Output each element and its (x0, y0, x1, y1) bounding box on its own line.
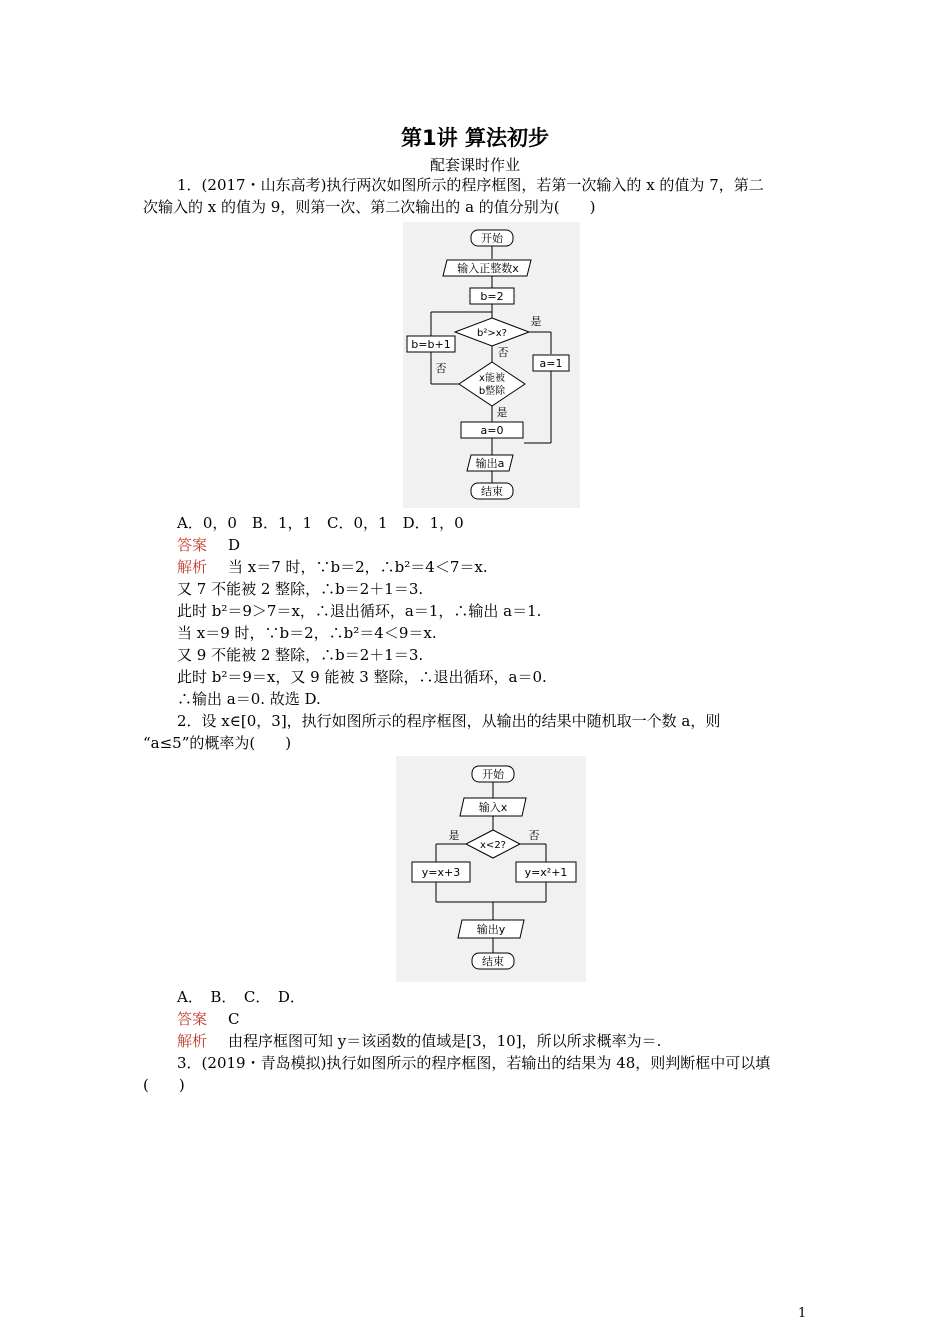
q2-analysis-label: 解析 (177, 1032, 208, 1050)
q1-cond1-label: b²>x? (477, 328, 507, 339)
q2-answer: C (228, 1010, 240, 1028)
q1-yes1-label: 是 (530, 315, 542, 328)
q1-a1-label: a=1 (539, 357, 563, 370)
q1-analysis-line: 又 7 不能被 2 整除，∴b＝2＋1＝3. (177, 580, 424, 598)
q1-analysis-label: 解析 (177, 558, 208, 576)
q1-stem-line2: 次输入的 x 的值为 9，则第一次、第二次输出的 a 的值分别为( ) (143, 198, 596, 216)
q1-analysis-line: 当 x＝7 时，∵b＝2，∴b²＝4＜7＝x. (228, 558, 488, 576)
q1-no2-label: 否 (435, 362, 447, 375)
q2-right-label: y=x²+1 (524, 866, 568, 879)
page-title: 第1讲 算法初步 (401, 126, 549, 150)
q1-analysis-line: 此时 b²＝9＝x，又 9 能被 3 整除，∴退出循环，a＝0. (177, 668, 547, 686)
q1-yes2-label: 是 (496, 406, 508, 419)
q1-start-label: 开始 (481, 232, 503, 245)
q2-flowchart (396, 756, 586, 982)
q2-input-label: 输入x (478, 801, 508, 814)
q2-stem-line1: 2．设 x∈[0，3]，执行如图所示的程序框图，从输出的结果中随机取一个数 a，则 (177, 712, 721, 730)
q2-end-label: 结束 (482, 955, 504, 968)
q2-no-label: 否 (528, 829, 540, 842)
q1-cond2-line1: x能被 (479, 373, 505, 384)
q1-cond2-node (459, 362, 525, 406)
q1-flowchart-svg (403, 222, 580, 508)
q1-options: A．0，0 B．1，1 C．0，1 D．1，0 (177, 514, 464, 532)
q1-analysis-line: ∴输出 a＝0. 故选 D. (177, 690, 321, 708)
q3-stem-line1: 3．(2019・青岛模拟)执行如图所示的程序框图，若输出的结果为 48，则判断框中可以填 (177, 1054, 771, 1072)
q2-flowchart-svg (396, 756, 586, 982)
q1-answer-label: 答案 (177, 536, 208, 554)
q2-analysis: 由程序框图可知 y＝该函数的值域是[3，10]，所以所求概率为＝. (228, 1032, 662, 1050)
q2-output-label: 输出y (476, 923, 506, 936)
q1-flowchart (403, 222, 580, 508)
q1-cond2-line2: b整除 (478, 386, 506, 397)
q3-stem-line2: ( ) (143, 1076, 185, 1094)
q1-no1-label: 否 (497, 346, 509, 359)
page-subtitle: 配套课时作业 (429, 156, 520, 174)
q1-stem-line1: 1．(2017・山东高考)执行两次如图所示的程序框图，若第一次输入的 x 的值为 7，第二 (177, 176, 764, 194)
q2-start-label: 开始 (482, 768, 504, 781)
q2-options: A． B． C． D． (177, 988, 305, 1006)
q1-answer: D (228, 536, 241, 554)
q1-analysis-line: 当 x＝9 时，∵b＝2，∴b²＝4＜9＝x. (177, 624, 437, 642)
q2-yes-label: 是 (448, 829, 460, 842)
q1-output-label: 输出a (475, 457, 505, 470)
q1-init-label: b=2 (480, 290, 504, 303)
q1-analysis-line: 此时 b²＝9＞7＝x，∴退出循环，a＝1，∴输出 a＝1. (177, 602, 542, 620)
q2-left-label: y=x+3 (421, 866, 461, 879)
q2-answer-label: 答案 (177, 1010, 208, 1028)
q2-stem-line2: “a≤5”的概率为( ) (143, 734, 292, 752)
q1-analysis-line: 又 9 不能被 2 整除，∴b＝2＋1＝3. (177, 646, 424, 664)
q1-input-label: 输入正整数x (457, 262, 519, 275)
q1-a0-label: a=0 (480, 424, 504, 437)
q1-end-label: 结束 (481, 485, 503, 498)
page-number: 1 (798, 1306, 807, 1321)
q2-cond-label: x<2? (480, 840, 506, 851)
q1-inc-label: b=b+1 (411, 338, 451, 351)
